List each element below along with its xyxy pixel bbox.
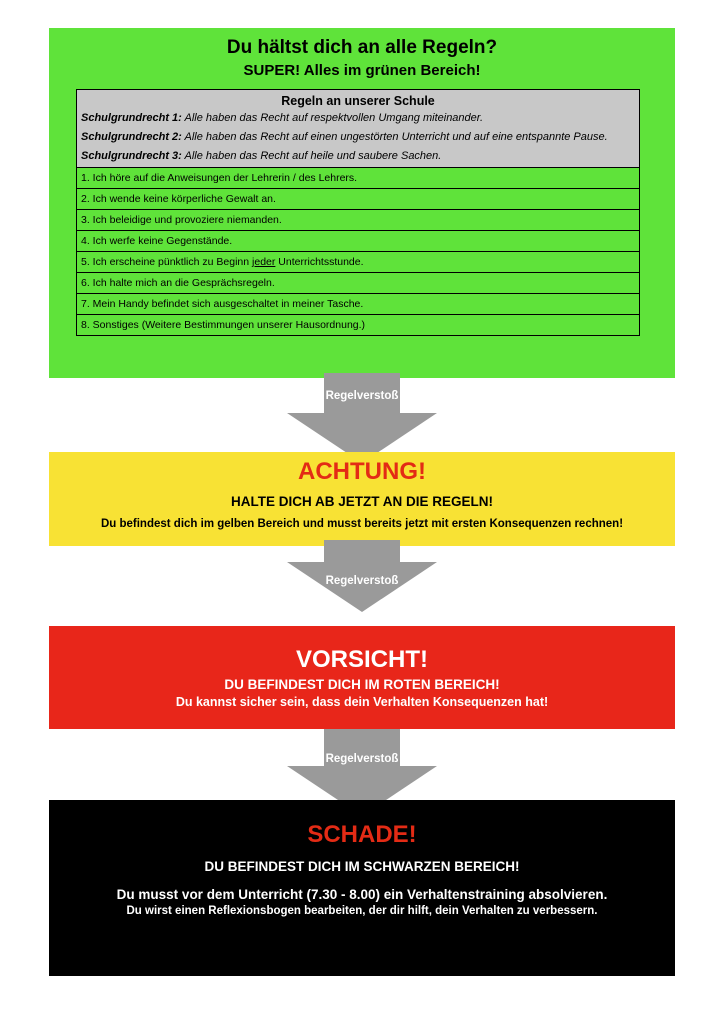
- black-headline: SCHADE!: [307, 821, 417, 848]
- black-line-1: DU BEFINDEST DICH IM SCHWARZEN BEREICH!: [204, 859, 520, 874]
- rule-6: 6. Ich halte mich an die Gesprächsregeln.: [77, 273, 639, 294]
- rule-3: 3. Ich beleidige und provoziere niemanden.: [77, 210, 639, 231]
- yellow-zone: [49, 452, 675, 546]
- arrow-1-label: Regelverstoß: [325, 390, 399, 402]
- rule-2: 2. Ich wende keine körperliche Gewalt an.: [77, 189, 639, 210]
- yellow-line-2: Du befindest dich im gelben Bereich und musst bereits jetzt mit ersten Konsequenzen rechnen!: [100, 518, 624, 530]
- red-line-1: DU BEFINDEST DICH IM ROTEN BEREICH!: [224, 677, 500, 692]
- arrow-2-label: Regelverstoß: [325, 575, 399, 587]
- green-subtitle: SUPER! Alles im grünen Bereich!: [243, 62, 481, 79]
- arrow-2-shaft: [324, 540, 400, 562]
- red-headline: VORSICHT!: [296, 646, 428, 673]
- arrow-2-head: [287, 562, 437, 612]
- red-line-2: Du kannst sicher sein, dass dein Verhalten Konsequenzen hat!: [175, 695, 549, 709]
- black-line-2: Du musst vor dem Unterricht (7.30 - 8.00) ein Verhaltenstraining absolvieren.: [116, 887, 608, 902]
- red-zone: [49, 626, 675, 729]
- rule-4: 4. Ich werfe keine Gegenstände.: [77, 231, 639, 252]
- rule-5: 5. Ich erscheine pünktlich zu Beginn jeder Unterrichtsstunde.: [77, 252, 639, 273]
- school-right-1: Schulgrundrecht 1: Alle haben das Recht auf respektvollen Umgang miteinander.: [81, 112, 484, 124]
- school-right-3: Schulgrundrecht 3: Alle haben das Recht auf heile und saubere Sachen.: [81, 150, 442, 162]
- rules-table: [76, 89, 640, 336]
- black-zone: [49, 800, 675, 976]
- arrow-3-label: Regelverstoß: [325, 753, 399, 765]
- rule-7: 7. Mein Handy befindet sich ausgeschaltet in meiner Tasche.: [77, 294, 639, 315]
- green-title: Du hältst dich an alle Regeln?: [226, 37, 498, 58]
- school-right-2: Schulgrundrecht 2: Alle haben das Recht auf einen ungestörten Unterricht und auf eine entspannte Pause.: [81, 131, 608, 143]
- yellow-headline: ACHTUNG!: [298, 458, 426, 485]
- rule-8: 8. Sonstiges (Weitere Bestimmungen unserer Hausordnung.): [77, 315, 639, 335]
- rules-heading: Regeln an unserer Schule: [281, 94, 435, 108]
- rule-1: 1. Ich höre auf die Anweisungen der Lehrerin / des Lehrers.: [77, 168, 639, 189]
- rules-header: [77, 90, 639, 168]
- yellow-line-1: HALTE DICH AB JETZT AN DIE REGELN!: [231, 494, 493, 509]
- black-line-3: Du wirst einen Reflexionsbogen bearbeiten, der dir hilft, dein Verhalten zu verbessern.: [126, 905, 598, 917]
- green-zone: [49, 28, 675, 378]
